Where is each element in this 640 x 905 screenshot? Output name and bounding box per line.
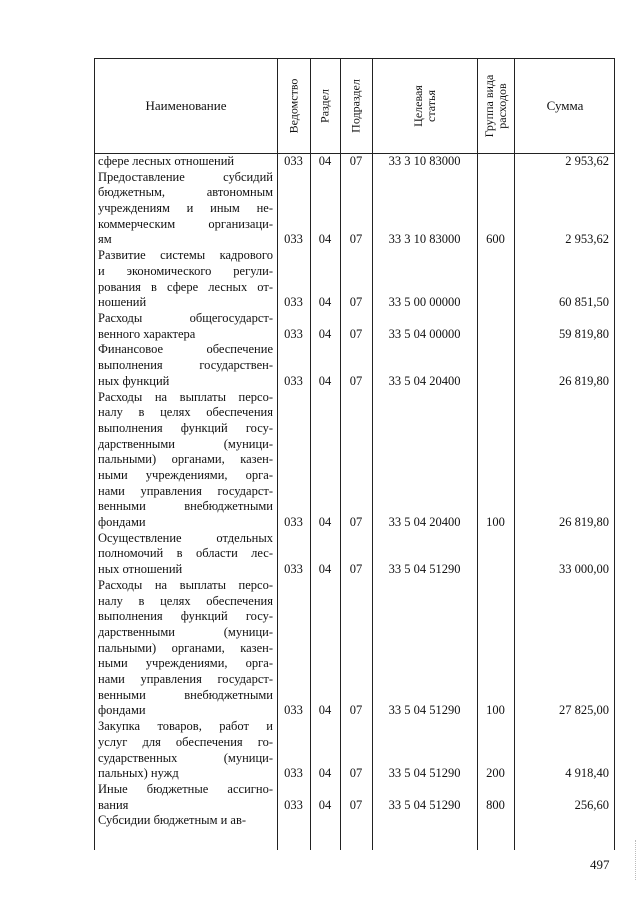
row-name-line: ными учреждениями, орга-: [98, 656, 273, 671]
table-row: [95, 170, 614, 249]
cell-razdel: 04: [318, 515, 332, 530]
row-name: [98, 311, 273, 342]
row-name-line: венными внебюджетными: [98, 499, 273, 514]
table-row: [95, 154, 614, 170]
cell-celevaya-statya: 33 5 04 51290: [388, 797, 461, 812]
cell-gruppa: 100: [486, 703, 505, 718]
row-name-line: налу в целях обеспечения: [98, 405, 273, 420]
row-name-line: ношений: [98, 295, 147, 310]
cell-celevaya-statya: 33 5 04 51290: [388, 766, 461, 781]
row-name-line: Иные бюджетные ассигно-: [98, 782, 273, 796]
row-name-line: полномочий в области лес-: [98, 546, 273, 561]
cell-podrazdel: 07: [349, 797, 363, 812]
row-name: [98, 578, 273, 719]
cell-summa: 26 819,80: [559, 373, 609, 388]
cell-summa: 59 819,80: [559, 326, 609, 341]
row-name-line: налу в целях обеспечения: [98, 593, 273, 608]
cell-razdel: 04: [318, 703, 332, 718]
cell-summa: 26 819,80: [559, 515, 609, 530]
table-row: [95, 782, 614, 813]
cell-razdel: 04: [318, 562, 332, 577]
row-name: [98, 782, 273, 813]
cell-vedomstvo: 033: [284, 295, 303, 310]
row-name-line: Расходы общегосударст-: [98, 311, 273, 325]
row-name: [98, 342, 273, 389]
cell-celevaya-statya: 33 5 04 20400: [388, 515, 461, 530]
row-name-line: нами управления государст-: [98, 483, 273, 498]
cell-celevaya-statya: 33 5 04 20400: [388, 373, 461, 388]
cell-vedomstvo: 033: [284, 562, 303, 577]
cell-razdel: 04: [318, 326, 332, 341]
cell-vedomstvo: 033: [284, 153, 303, 168]
cell-vedomstvo: 033: [284, 766, 303, 781]
header-podrazdel: Подраздел: [348, 79, 363, 133]
cell-summa: 4 918,40: [565, 766, 609, 781]
row-name-line: фондами: [98, 703, 146, 718]
cell-celevaya-statya: 33 5 04 51290: [388, 562, 461, 577]
row-name-line: Закупка товаров, работ и: [98, 719, 273, 734]
row-name-line: ными учреждениями, орга-: [98, 467, 273, 482]
row-name-line: Расходы на выплаты персо-: [98, 577, 273, 592]
row-name-line: дарственными (муници-: [98, 436, 273, 451]
cell-podrazdel: 07: [349, 153, 363, 168]
row-name-line: услуг для обеспечения го-: [98, 734, 273, 749]
table-row: [95, 390, 614, 531]
cell-podrazdel: 07: [349, 232, 363, 247]
cell-podrazdel: 07: [349, 326, 363, 341]
cell-razdel: 04: [318, 153, 332, 168]
cell-podrazdel: 07: [349, 766, 363, 781]
budget-table: [94, 58, 615, 850]
row-name-line: дарственными (муници-: [98, 624, 273, 639]
row-name-line: сфере лесных отношений: [98, 154, 235, 168]
row-name: [98, 154, 273, 170]
row-name: [98, 390, 273, 531]
cell-celevaya-statya: 33 5 04 00000: [388, 326, 461, 341]
row-name-line: Предоставление субсидий: [98, 169, 273, 184]
row-name-line: нами управления государст-: [98, 672, 273, 687]
row-name-line: пальных) нужд: [98, 766, 179, 781]
header-celevaya-statya: [372, 59, 477, 153]
cell-razdel: 04: [318, 373, 332, 388]
cell-vedomstvo: 033: [284, 797, 303, 812]
row-name-line: сударственных (муници-: [98, 750, 273, 765]
table-row: [95, 342, 614, 389]
scan-edge: [635, 840, 636, 880]
row-name-line: Расходы на выплаты персо-: [98, 389, 273, 404]
row-name: [98, 170, 273, 248]
row-name: [98, 813, 273, 829]
cell-celevaya-statya: 33 5 04 51290: [388, 703, 461, 718]
header-celevaya-text: Целевая статья: [410, 85, 438, 127]
cell-podrazdel: 07: [349, 295, 363, 310]
table-row: [95, 578, 614, 719]
cell-summa: 2 953,62: [565, 232, 609, 247]
row-name-line: выполнения функций госу-: [98, 420, 273, 435]
row-name-line: ям: [98, 232, 112, 247]
cell-podrazdel: 07: [349, 515, 363, 530]
cell-podrazdel: 07: [349, 373, 363, 388]
row-name: [98, 719, 273, 782]
cell-razdel: 04: [318, 766, 332, 781]
cell-gruppa: 100: [486, 515, 505, 530]
table-row: [95, 311, 614, 342]
cell-vedomstvo: 033: [284, 703, 303, 718]
row-name-line: и экономического регули-: [98, 263, 273, 278]
header-razdel: Раздел: [317, 89, 332, 123]
cell-razdel: 04: [318, 295, 332, 310]
cell-razdel: 04: [318, 232, 332, 247]
row-name-line: Субсидии бюджетным и ав-: [98, 813, 247, 828]
cell-gruppa: 200: [486, 766, 505, 781]
cell-summa: 2 953,62: [565, 153, 609, 168]
cell-celevaya-statya: 33 3 10 83000: [388, 153, 461, 168]
row-name-line: Финансовое обеспечение: [98, 342, 273, 357]
cell-summa: 60 851,50: [559, 295, 609, 310]
row-name-line: венными внебюджетными: [98, 687, 273, 702]
cell-vedomstvo: 033: [284, 326, 303, 341]
row-name-line: Осуществление отдельных: [98, 530, 273, 545]
cell-razdel: 04: [318, 797, 332, 812]
row-name-line: пальными) органами, казен-: [98, 452, 273, 467]
table-row: [95, 248, 614, 311]
header-gruppa-vida-raskhodov: [477, 59, 514, 153]
row-name-line: коммерческим организаци-: [98, 216, 273, 231]
page-number: 497: [590, 857, 610, 872]
cell-gruppa: 800: [486, 797, 505, 812]
cell-vedomstvo: 033: [284, 373, 303, 388]
row-name-line: венного характера: [98, 326, 196, 341]
cell-vedomstvo: 033: [284, 515, 303, 530]
cell-podrazdel: 07: [349, 562, 363, 577]
row-name-line: выполнения государствен-: [98, 358, 273, 373]
cell-celevaya-statya: 33 5 00 00000: [388, 295, 461, 310]
cell-summa: 27 825,00: [559, 703, 609, 718]
cell-vedomstvo: 033: [284, 232, 303, 247]
row-name-line: бюджетным, автономным: [98, 185, 273, 200]
row-name-line: учреждениям и иным не-: [98, 201, 273, 216]
table-row: [95, 813, 614, 829]
cell-celevaya-statya: 33 3 10 83000: [388, 232, 461, 247]
header-vedomstvo: Ведомство: [286, 78, 300, 134]
row-name-line: вания: [98, 797, 129, 812]
header-name: Наименование: [145, 98, 227, 113]
cell-gruppa: 600: [486, 232, 505, 247]
table-row: [95, 719, 614, 782]
header-summa: Сумма: [546, 98, 584, 113]
row-name: [98, 531, 273, 578]
cell-summa: 256,60: [574, 797, 609, 812]
cell-summa: 33 000,00: [559, 562, 609, 577]
table-row: [95, 531, 614, 578]
row-name: [98, 248, 273, 311]
row-name-line: фондами: [98, 515, 146, 529]
header-gruppa-text: Группа вида расходов: [481, 74, 509, 138]
row-name-line: пальными) органами, казен-: [98, 640, 273, 655]
cell-podrazdel: 07: [349, 703, 363, 718]
row-name-line: рования в сфере лесных от-: [98, 279, 273, 294]
row-name-line: ных функций: [98, 373, 170, 388]
row-name-line: Развитие системы кадрового: [98, 248, 273, 263]
row-name-line: ных отношений: [98, 562, 183, 577]
row-name-line: выполнения функций госу-: [98, 609, 273, 624]
